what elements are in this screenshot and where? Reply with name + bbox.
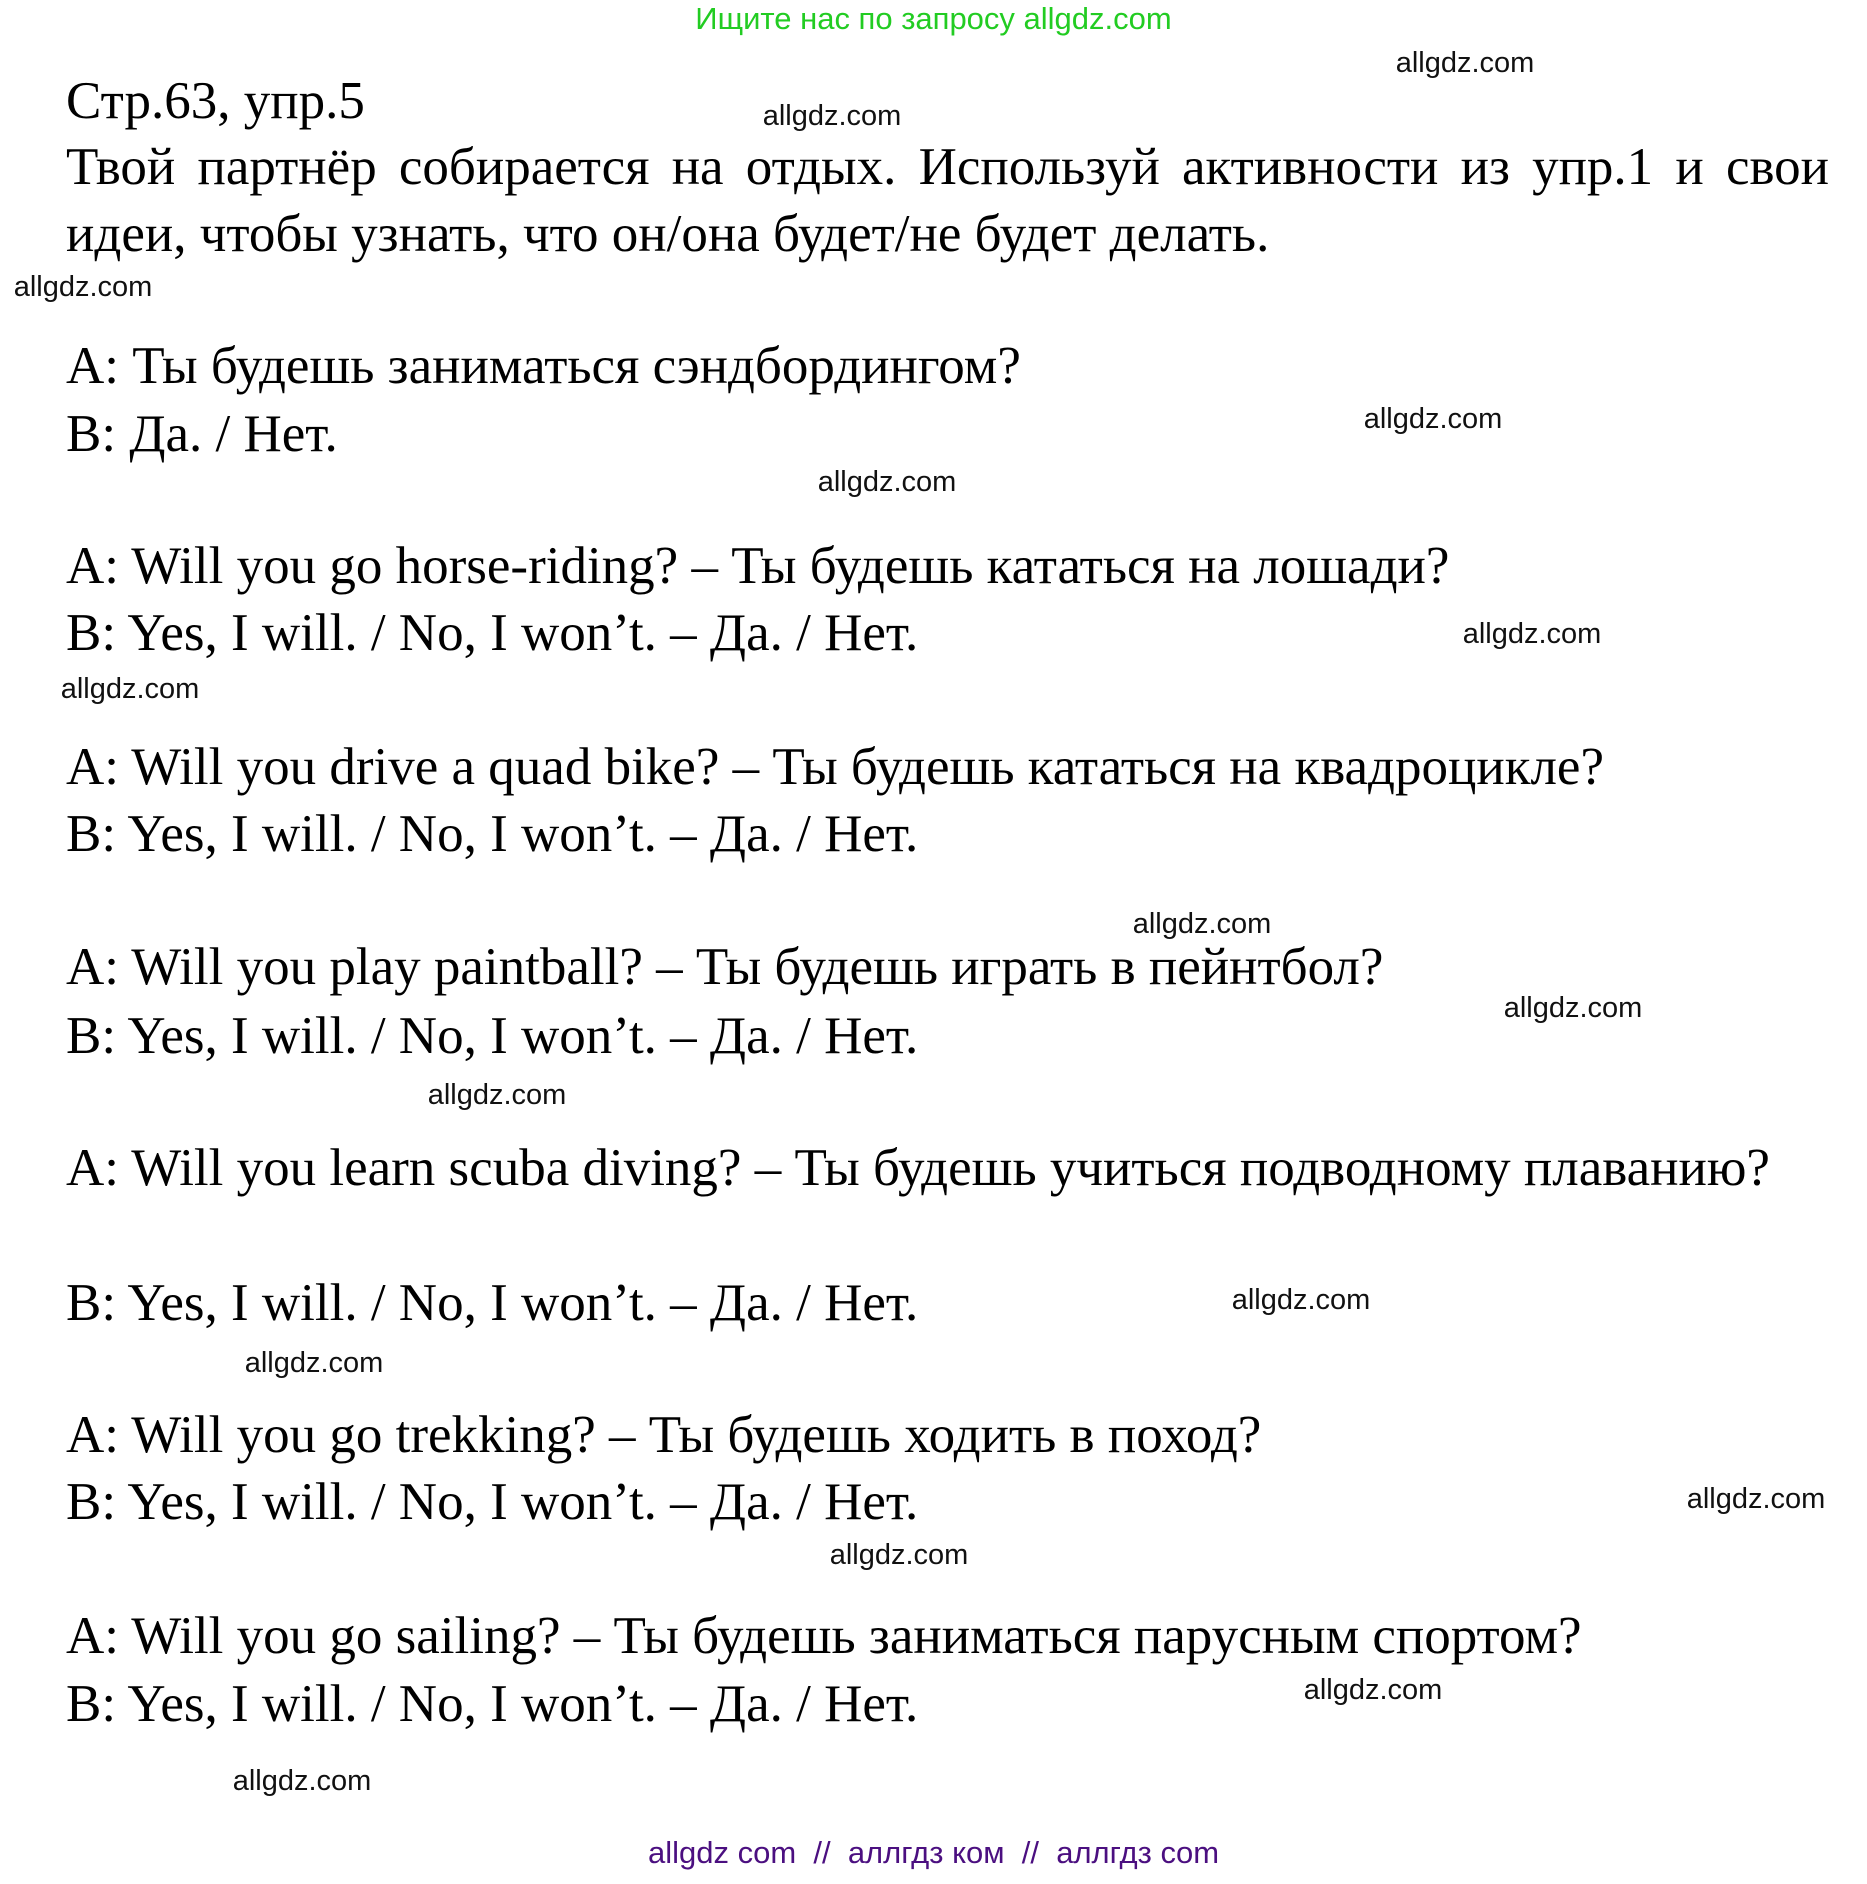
dialog-2-question: A: Will you go horse-riding? – Ты будешь кататься на лошади? xyxy=(66,537,1450,595)
dialog-7-answer: B: Yes, I will. / No, I won’t. – Да. / Нет. xyxy=(66,1675,919,1733)
watermark: allgdz.com xyxy=(60,673,200,705)
dialog-3-question: A: Will you drive a quad bike? – Ты будешь кататься на квадроцикле? xyxy=(66,738,1604,796)
dialog-4-answer: B: Yes, I will. / No, I won’t. – Да. / Нет. xyxy=(66,1007,919,1065)
search-banner: Ищите нас по запросу allgdz.com xyxy=(695,1,1172,36)
dialog-1-answer: B: Да. / Нет. xyxy=(66,405,338,463)
dialog-2-answer: B: Yes, I will. / No, I won’t. – Да. / Нет. xyxy=(66,604,919,662)
watermark: allgdz.com xyxy=(817,466,957,498)
watermark: allgdz.com xyxy=(829,1539,969,1571)
watermark: allgdz.com xyxy=(1303,1674,1443,1706)
watermark: allgdz.com xyxy=(1395,47,1535,79)
page-title: Стр.63, упр.5 xyxy=(66,72,365,130)
dialog-3-answer: B: Yes, I will. / No, I won’t. – Да. / Нет. xyxy=(66,805,919,863)
watermark: allgdz.com xyxy=(13,271,153,303)
dialog-4-question: A: Will you play paintball? – Ты будешь играть в пейнтбол? xyxy=(66,938,1384,996)
watermark: allgdz.com xyxy=(1132,908,1272,940)
dialog-1-question: A: Ты будешь заниматься сэндбордингом? xyxy=(66,337,1021,395)
dialog-6-question: A: Will you go trekking? – Ты будешь ходить в поход? xyxy=(66,1406,1262,1464)
watermark: allgdz.com xyxy=(1462,618,1602,650)
watermark: allgdz.com xyxy=(1503,992,1643,1024)
footer-watermark: allgdz com // аллгдз ком // аллгдз com xyxy=(647,1835,1220,1870)
dialog-7-question: A: Will you go sailing? – Ты будешь заниматься парусным спортом? xyxy=(66,1607,1582,1665)
watermark: allgdz.com xyxy=(1363,403,1503,435)
dialog-5-question: A: Will you learn scuba diving? – Ты будешь учиться подводному плаванию? xyxy=(66,1139,1770,1197)
dialog-5-answer: B: Yes, I will. / No, I won’t. – Да. / Нет. xyxy=(66,1274,919,1332)
watermark: allgdz.com xyxy=(762,100,902,132)
watermark: allgdz.com xyxy=(1686,1483,1826,1515)
watermark: allgdz.com xyxy=(244,1347,384,1379)
instruction-text: Твой партнёр собирается на отдых. Используй активности из упр.1 и свои идеи, чтобы узнать, что он/она будет/не будет делать. xyxy=(66,138,1829,263)
watermark: allgdz.com xyxy=(427,1079,567,1111)
dialog-6-answer: B: Yes, I will. / No, I won’t. – Да. / Нет. xyxy=(66,1473,919,1531)
watermark: allgdz.com xyxy=(232,1765,372,1797)
watermark: allgdz.com xyxy=(1231,1284,1371,1316)
